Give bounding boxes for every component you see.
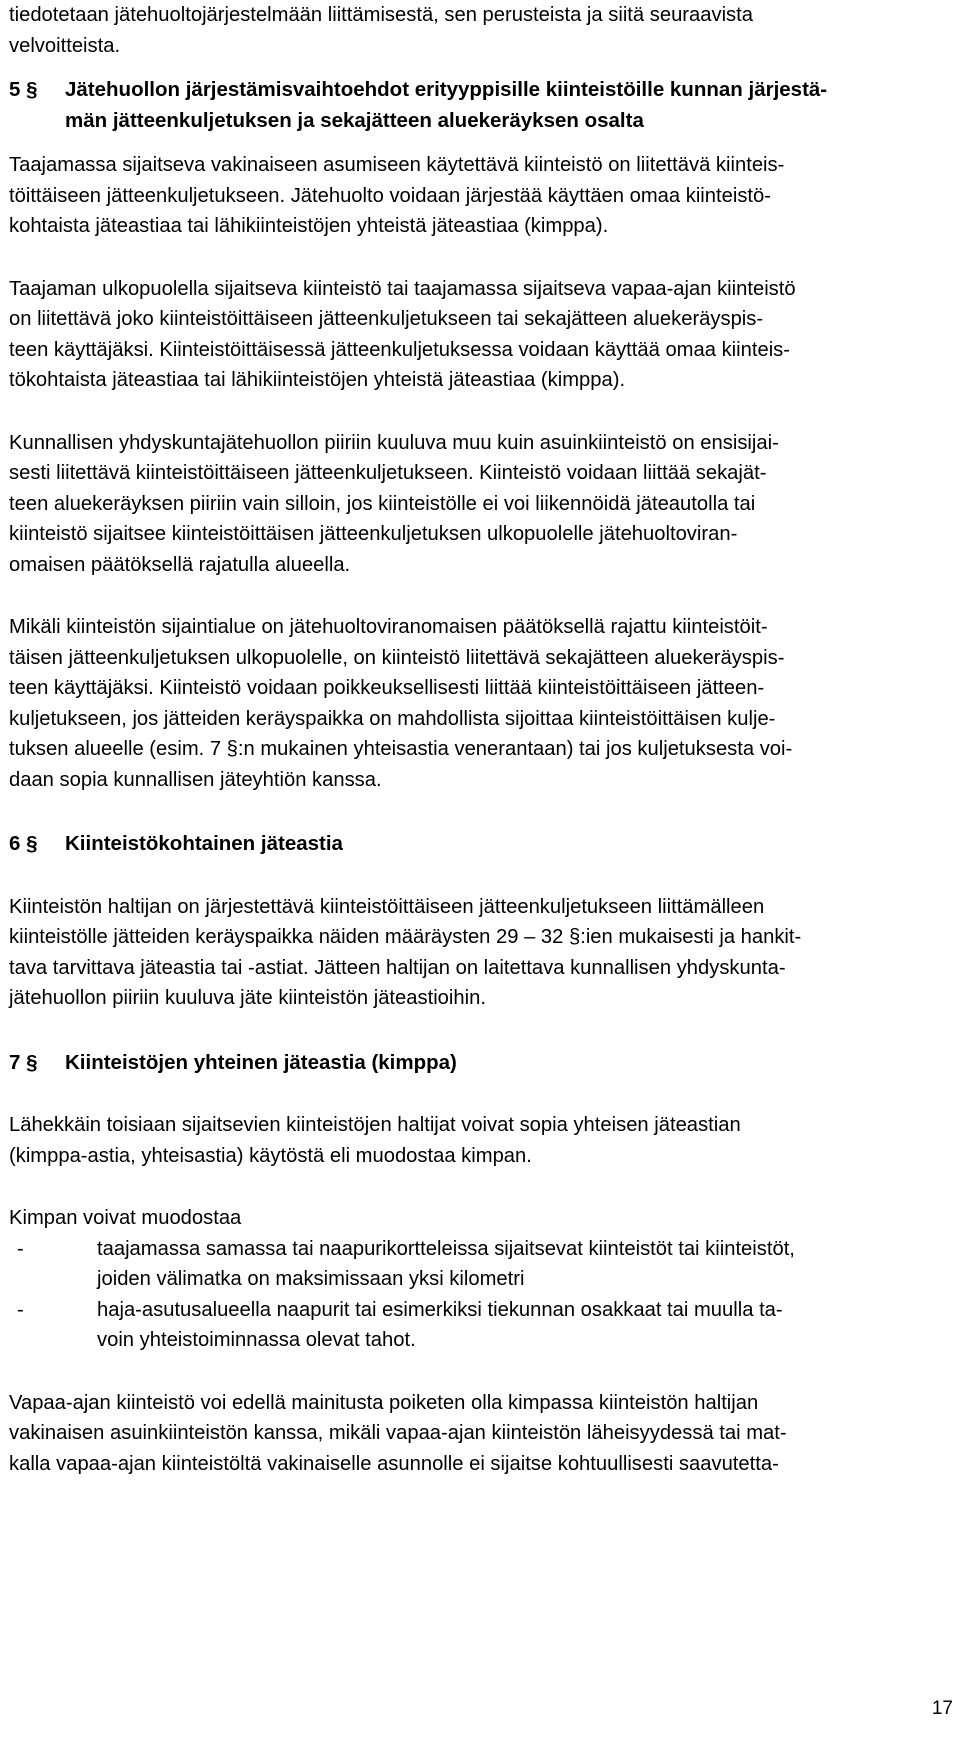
text-line: kuljetukseen, jos jätteiden keräyspaikka on mahdollista sijoittaa kiinteistöittäisen kulje- [9,707,776,730]
text-line: omaisen päätöksellä rajatulla alueella. [9,553,351,576]
text-line: taajamassa samassa tai naapurikortteleissa sijaitsevat kiinteistöt tai kiinteistöt, [97,1237,795,1260]
section-title-line: män jätteenkuljetuksen ja sekajätteen aluekeräyksen osalta [65,108,644,132]
text-line: on liitettävä joko kiinteistöittäiseen jätteenkuljetukseen tai sekajätteen aluekeräyspis- [9,308,764,330]
list-intro: Kimpan voivat muodostaa [9,1207,242,1229]
intro-paragraph [9,0,953,61]
text-line: (kimppa-astia, yhteisastia) käytöstä eli muodostaa kimpan. [9,1144,532,1167]
document-page [9,0,953,1479]
text-line: Kunnallisen yhdyskuntajätehuollon piiriin kuuluva muu kuin asuinkiinteistö on ensisijai- [9,431,779,454]
page-number: 17 [931,1698,953,1719]
text-line: teen käyttäjäksi. Kiinteistö voidaan poikkeuksellisesti liittää kiinteistöittäiseen jätteen- [9,677,765,699]
text-line: Vapaa-ajan kiinteistö voi edellä mainitusta poiketen olla kimpassa kiinteistön haltijan [9,1391,759,1414]
section-title: Kiinteistökohtainen jäteastia [65,832,343,855]
list-item [9,1295,953,1356]
section-number: 5 § [9,78,38,101]
section-7-paragraph-2 [9,1388,953,1480]
text-line: kiinteistölle jätteiden keräyspaikka näiden määräysten 29 – 32 §:ien mukaisesti ja hankit- [9,926,802,948]
dash-bullet: - [17,1237,24,1260]
text-line: voin yhteistoiminnassa olevat tahot. [97,1329,416,1351]
text-line: täisen jätteenkuljetuksen ulkopuolelle, on kiinteistö liitettävä sekajätteen aluekeräyspis- [9,646,785,669]
section-6-paragraph [9,892,953,1014]
text-line: velvoitteista. [9,34,121,57]
text-line: jätehuollon piiriin kuuluva jäte kiinteistön jäteastioihin. [9,987,486,1009]
text-line: teen käyttäjäksi. Kiinteistöittäisessä jätteenkuljetuksessa voidaan käyttää omaa kiinteis- [9,338,790,361]
text-line: Kiinteistön haltijan on järjestettävä kiinteistöittäiseen jätteenkuljetukseen liittämälleen [9,895,765,918]
text-line: tava tarvittava jäteastia tai -astiat. Jätteen haltijan on laitettava kunnallisen yhdyskunta- [9,956,786,979]
section-5-paragraph-3 [9,428,953,581]
text-line: töittäiseen jätteenkuljetukseen. Jätehuolto voidaan järjestää käyttäen omaa kiinteistö- [9,184,771,207]
text-line: Taajamassa sijaitseva vakinaiseen asumiseen käytettävä kiinteistö on liitettävä kiinteis- [9,154,785,176]
text-line: tiedotetaan jätehuoltojärjestelmään liittämisestä, sen perusteista ja siitä seuraavista [9,4,753,26]
section-7-list [9,1203,953,1356]
text-line: vakinaisen asuinkiinteistön kanssa, mikäli vapaa-ajan kiinteistön läheisyydessä tai mat- [9,1422,787,1444]
text-line: teen aluekeräyksen piiriin vain silloin, jos kiinteistölle ei voi liikennöidä jäteautolla tai [9,492,756,515]
section-title-line: Jätehuollon järjestämisvaihtoehdot erityyppisille kiinteistöille kunnan järjestä- [65,78,828,101]
list-item [9,1234,953,1295]
section-number: 6 § [9,832,38,855]
text-line: haja-asutusalueella naapurit tai esimerkiksi tiekunnan osakkaat tai muulla ta- [97,1298,783,1321]
section-5-paragraph-4 [9,612,953,795]
section-5-paragraph-2 [9,274,953,396]
text-line: daan sopia kunnallisen jäteyhtiön kanssa. [9,768,382,791]
section-6-heading [9,829,953,860]
text-line: Taajaman ulkopuolella sijaitseva kiinteistö tai taajamassa sijaitseva vapaa-ajan kiinteistö [9,277,796,300]
text-line: tuksen alueelle (esim. 7 §:n mukainen yhteisastia venerantaan) tai jos kuljetuksesta voi- [9,738,793,760]
section-5-heading [9,75,953,136]
text-line: Mikäli kiinteistön sijaintialue on jätehuoltoviranomaisen päätöksellä rajattu kiinteistöit- [9,616,768,638]
dash-bullet: - [17,1298,24,1321]
text-line: sesti liitettävä kiinteistöittäiseen jätteenkuljetukseen. Kiinteistö voidaan liittää sekajät- [9,462,767,484]
text-line: tökohtaista jäteastiaa tai lähikiinteistöjen yhteistä jäteastiaa (kimppa). [9,369,626,391]
text-line: Lähekkäin toisiaan sijaitsevien kiinteistöjen haltijat voivat sopia yhteisen jäteastian [9,1114,741,1136]
section-5-paragraph-1 [9,150,953,242]
text-line: kalla vapaa-ajan kiinteistöltä vakinaiselle asunnolle ei sijaitse kohtuullisesti saavutetta- [9,1452,779,1475]
section-title: Kiinteistöjen yhteinen jäteastia (kimppa) [65,1050,457,1074]
text-line: joiden välimatka on maksimissaan yksi kilometri [97,1268,525,1290]
text-line: kohtaista jäteastiaa tai lähikiinteistöjen yhteistä jäteastiaa (kimppa). [9,215,609,237]
section-7-paragraph-1 [9,1110,953,1171]
section-number: 7 § [9,1050,38,1074]
section-7-heading [9,1048,953,1079]
text-line: kiinteistö sijaitsee kiinteistöittäisen jätteenkuljetuksen ulkopuolelle jätehuoltoviran- [9,523,738,545]
